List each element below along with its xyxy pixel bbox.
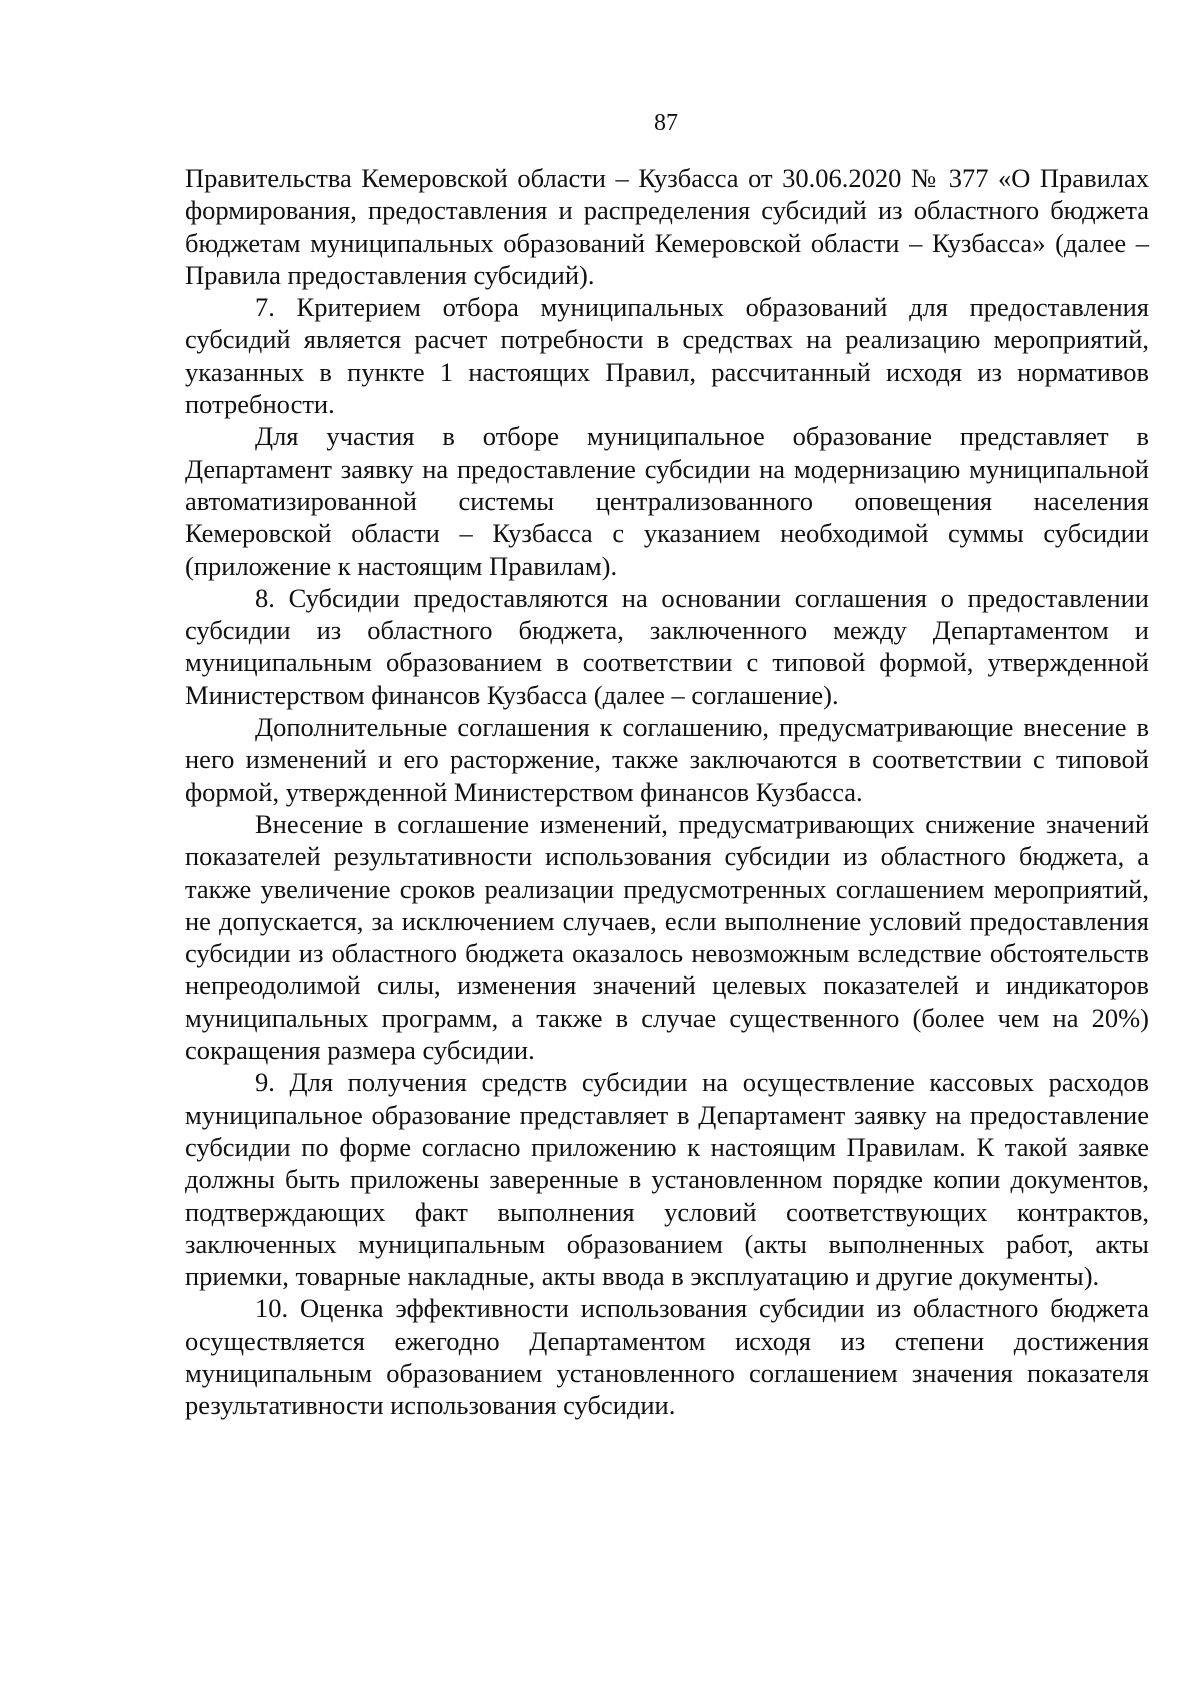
page-number: 87 bbox=[654, 110, 678, 136]
paragraph-item-7: 7. Критерием отбора муниципальных образований для предоставления субсидий является расчет потребности в средствах на реализацию мероприятий, указанных в пункте 1 настоящих Правил, рассчитанный исходя из нормативов потребности. bbox=[185, 292, 1149, 420]
document-body bbox=[185, 162, 1149, 1422]
paragraph-participation: Для участия в отборе муниципальное образование представляет в Департамент заявку на предоставление субсидии на модернизацию муниципальной автоматизированной системы централизованного оповещения населения Кемеровской области – Кузбасса с указанием необходимой суммы субсидии (приложение к настоящим Правилам). bbox=[185, 421, 1149, 581]
paragraph-continuation: Правительства Кемеровской области – Кузбасса от 30.06.2020 № 377 «О Правилах формирования, предоставления и распределения субсидий из областного бюджета бюджетам муниципальных образований Кемеровской области – Кузбасса» (далее – Правила предоставления субсидий). bbox=[185, 163, 1149, 290]
paragraph-item-9: 9. Для получения средств субсидии на осуществление кассовых расходов муниципальное образование представляет в Департамент заявку на предоставление субсидии по форме согласно приложению к настоящим Правилам. К такой заявке должны быть приложены заверенные в установленном порядке копии документов, подтверждающих факт выполнения условий соответствующих контрактов, заключенных муниципальным образованием (акты выполненных работ, акты приемки, товарные накладные, акты ввода в эксплуатацию и другие документы). bbox=[185, 1067, 1149, 1292]
paragraph-item-8: 8. Субсидии предоставляются на основании соглашения о предоставлении субсидии из областного бюджета, заключенного между Департаментом и муниципальным образованием в соответствии с типовой формой, утвержденной Министерством финансов Кузбасса (далее – соглашение). bbox=[185, 582, 1149, 710]
paragraph-additional-agreements: Дополнительные соглашения к соглашению, предусматривающие внесение в него изменений и его расторжение, также заключаются в соответствии с типовой формой, утвержденной Министерством финансов Кузбасса. bbox=[185, 712, 1149, 807]
paragraph-item-10: 10. Оценка эффективности использования субсидии из областного бюджета осуществляется ежегодно Департаментом исходя из степени достижения муниципальным образованием установленного соглашением значения показателя результативности использования субсидии. bbox=[185, 1293, 1149, 1421]
paragraph-amendments: Внесение в соглашение изменений, предусматривающих снижение значений показателей результативности использования субсидии из областного бюджета, а также увеличение сроков реализации предусмотренных соглашением мероприятий, не допускается, за исключением случаев, если выполнение условий предоставления субсидии из областного бюджета оказалось невозможным вследствие обстоятельств непреодолимой силы, изменения значений целевых показателей и индикаторов муниципальных программ, а также в случае существенного (более чем на 20%) сокращения размера субсидии. bbox=[185, 808, 1149, 1066]
